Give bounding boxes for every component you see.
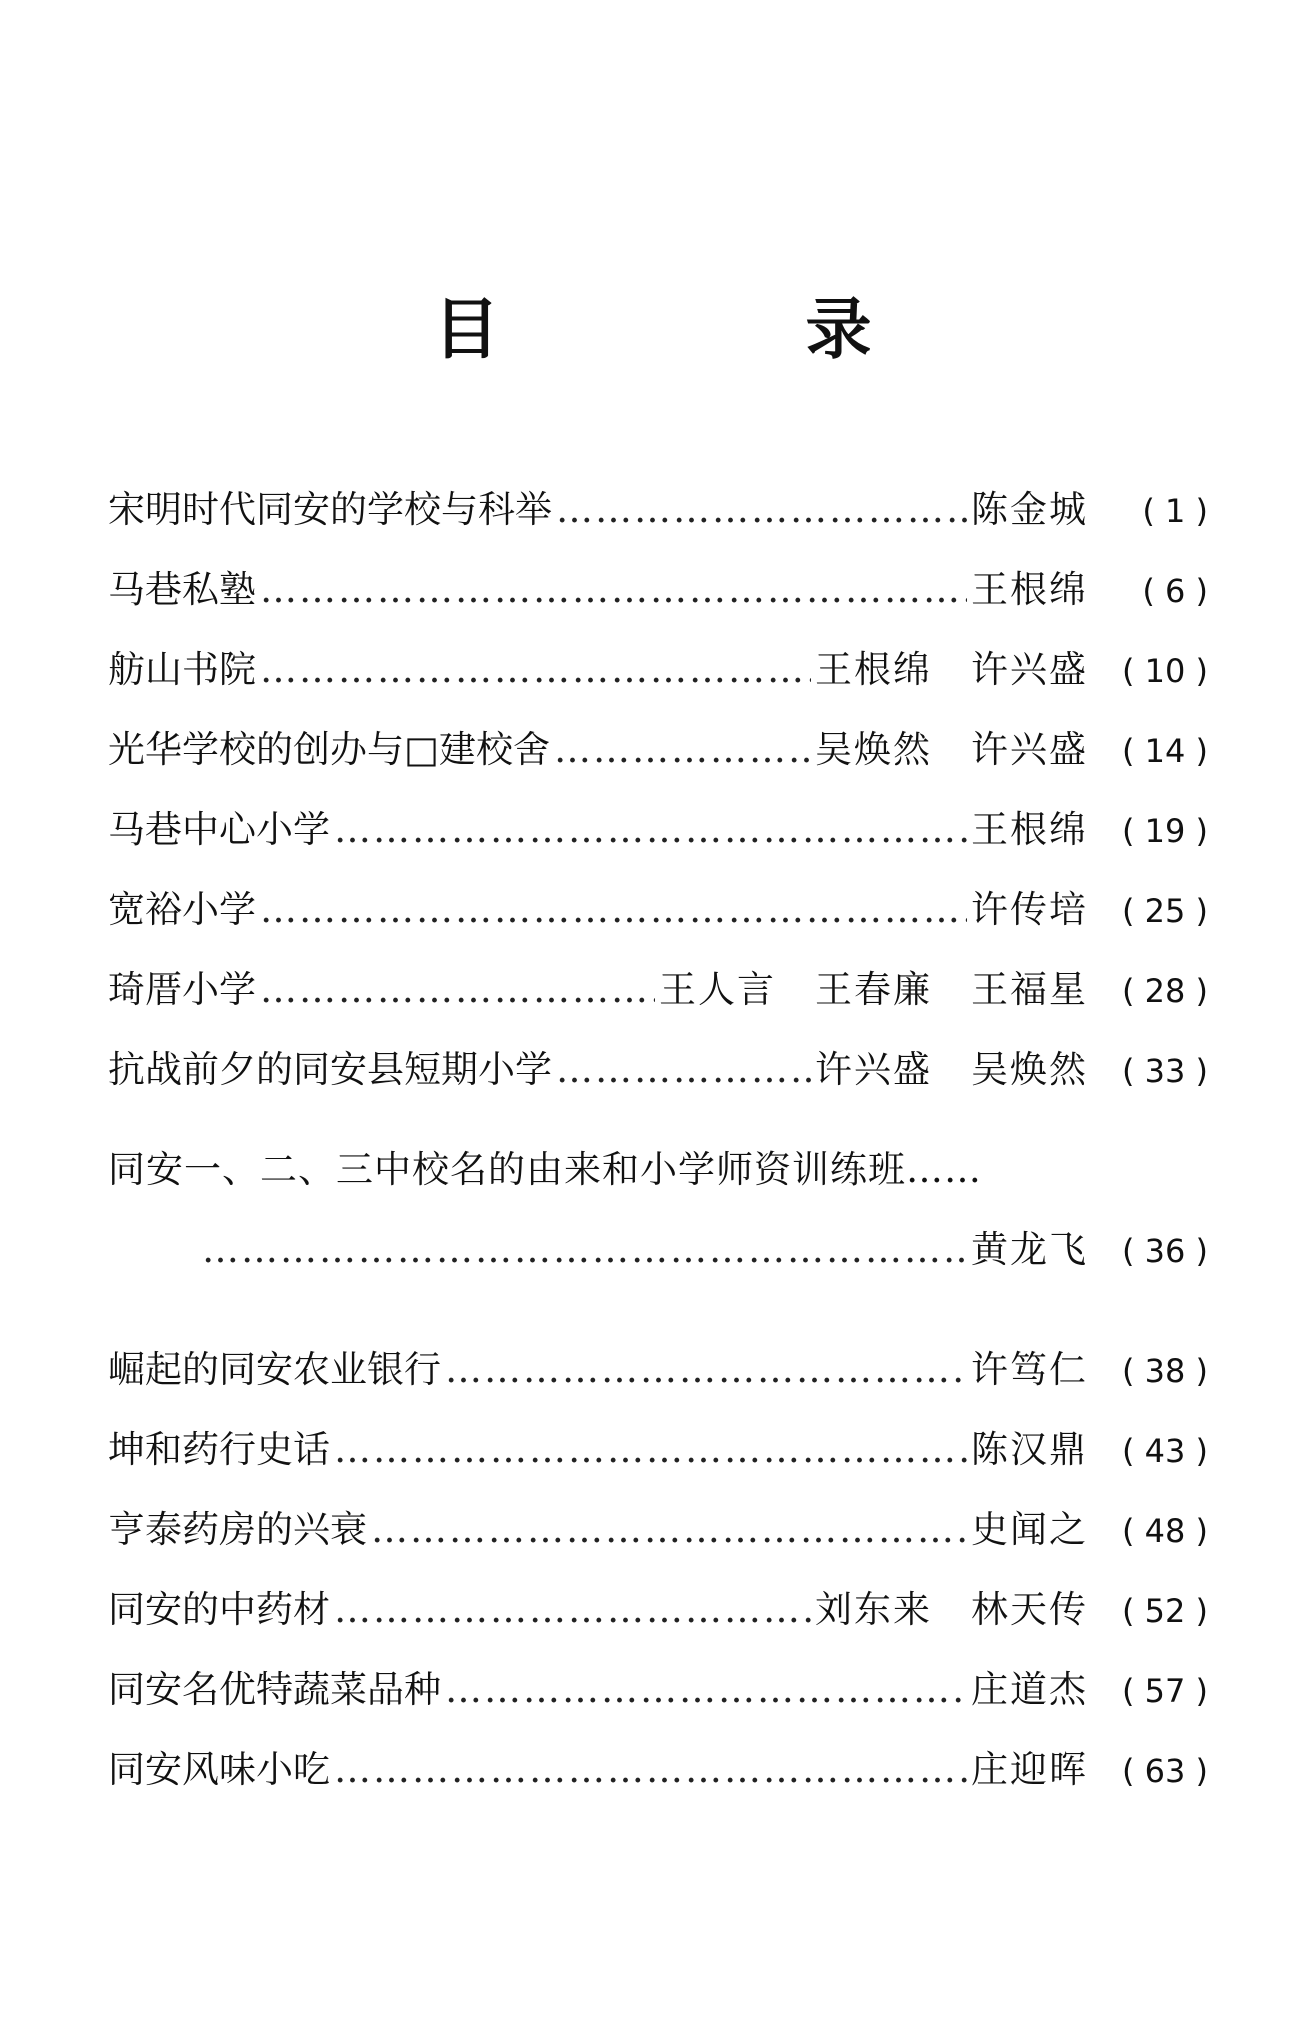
- entry-author: 许兴盛 吴焕然: [815, 1048, 1088, 1091]
- toc-entry[interactable]: [108, 470, 1208, 550]
- entry-page: ( 38 ): [1121, 1352, 1208, 1390]
- entry-author: 王根绵: [971, 808, 1088, 851]
- leader-dots: [334, 1410, 967, 1490]
- entry-author: 王人言 王春廉 王福星: [659, 968, 1088, 1011]
- toc-entry[interactable]: [108, 1410, 1208, 1490]
- leader-dots: [334, 1570, 811, 1650]
- toc-entry[interactable]: [108, 870, 1208, 950]
- leader-dots: [445, 1330, 967, 1410]
- entry-page: ( 25 ): [1121, 892, 1208, 930]
- leader-dots: [554, 710, 811, 790]
- entry-title: 同安一、二、三中校名的由来和小学师资训练班……: [108, 1148, 982, 1191]
- entry-author: 吴焕然 许兴盛: [815, 728, 1088, 771]
- entry-page: ( 48 ): [1121, 1512, 1208, 1550]
- table-of-contents: [108, 470, 1208, 1810]
- toc-entry-continuation[interactable]: [108, 1210, 1208, 1290]
- entry-author: 王根绵: [971, 568, 1088, 611]
- leader-dots: [334, 790, 967, 870]
- entry-title: 坤和药行史话: [108, 1428, 330, 1471]
- toc-entry[interactable]: [108, 1730, 1208, 1810]
- entry-page: ( 6 ): [1142, 572, 1208, 610]
- leader-dots: [556, 1030, 811, 1110]
- entry-title: 抗战前夕的同安县短期小学: [108, 1048, 552, 1091]
- entry-title: 琦厝小学: [108, 968, 256, 1011]
- toc-entry[interactable]: [108, 630, 1208, 710]
- leader-dots: [260, 630, 811, 710]
- entry-author: 许传培: [971, 888, 1088, 931]
- entry-title: 同安的中药材: [108, 1588, 330, 1631]
- toc-entry[interactable]: [108, 1490, 1208, 1570]
- entry-title: 马巷中心小学: [108, 808, 330, 851]
- entry-page: ( 43 ): [1121, 1432, 1208, 1470]
- entry-author: 刘东来 林天传: [815, 1588, 1088, 1631]
- toc-entry[interactable]: [108, 790, 1208, 870]
- entry-author: 王根绵 许兴盛: [815, 648, 1088, 691]
- toc-entry[interactable]: [108, 950, 1208, 1030]
- entry-page: ( 57 ): [1121, 1672, 1208, 1710]
- entry-title: 马巷私塾: [108, 568, 256, 611]
- entry-title: 亨泰药房的兴衰: [108, 1508, 367, 1551]
- leader-dots: [334, 1730, 967, 1810]
- entry-page: ( 10 ): [1121, 652, 1208, 690]
- entry-page: ( 14 ): [1121, 732, 1208, 770]
- entry-author: 黄龙飞: [971, 1228, 1088, 1271]
- leader-dots: [371, 1490, 967, 1570]
- toc-entry[interactable]: [108, 1570, 1208, 1650]
- toc-entry[interactable]: [108, 550, 1208, 630]
- leader-dots: [260, 950, 655, 1030]
- toc-entry[interactable]: [108, 1130, 1208, 1210]
- leader-dots: [556, 470, 967, 550]
- toc-entry[interactable]: [108, 710, 1208, 790]
- leader-dots: [260, 550, 967, 630]
- entry-author: 庄迎晖: [971, 1748, 1088, 1791]
- entry-page: ( 1 ): [1142, 492, 1208, 530]
- entry-author: 庄道杰: [971, 1668, 1088, 1711]
- entry-author: 陈金城: [971, 488, 1088, 531]
- entry-title: 宽裕小学: [108, 888, 256, 931]
- entry-page: ( 28 ): [1121, 972, 1208, 1010]
- leader-dots: [202, 1210, 967, 1290]
- entry-page: ( 19 ): [1121, 812, 1208, 850]
- toc-entry[interactable]: [108, 1030, 1208, 1110]
- entry-author: 陈汉鼎: [971, 1428, 1088, 1471]
- toc-entry[interactable]: [108, 1330, 1208, 1410]
- entry-title: 同安风味小吃: [108, 1748, 330, 1791]
- entry-page: ( 63 ): [1121, 1752, 1208, 1790]
- entry-title: 崛起的同安农业银行: [108, 1348, 441, 1391]
- entry-page: ( 52 ): [1121, 1592, 1208, 1630]
- toc-entry[interactable]: [108, 1650, 1208, 1730]
- page-title: 目 录: [433, 291, 992, 368]
- entry-title: 舫山书院: [108, 648, 256, 691]
- entry-page: ( 36 ): [1121, 1232, 1208, 1270]
- entry-author: 史闻之: [971, 1508, 1088, 1551]
- entry-page: ( 33 ): [1121, 1052, 1208, 1090]
- leader-dots: [445, 1650, 967, 1730]
- entry-title: 光华学校的创办与□建校舍: [108, 728, 550, 771]
- entry-title: 同安名优特蔬菜品种: [108, 1668, 441, 1711]
- entry-title: 宋明时代同安的学校与科举: [108, 488, 552, 531]
- leader-dots: [260, 870, 967, 950]
- entry-author: 许笃仁: [971, 1348, 1088, 1391]
